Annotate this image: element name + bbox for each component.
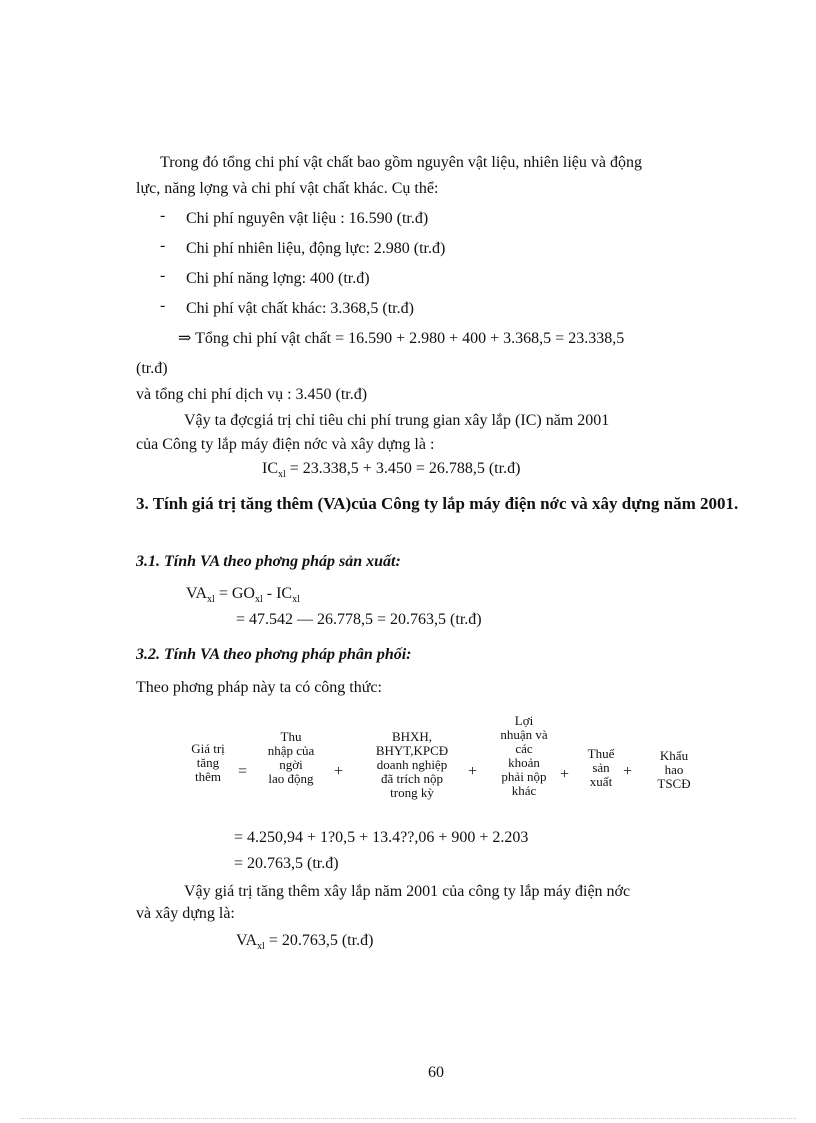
formula-term-insurance: BHXH, BHYT,KPCĐ doanh nghiệp đã trích nộp trong kỳ: [375, 729, 449, 800]
bullet-text: Chi phí vật chất khác: 3.368,5 (tr.đ): [186, 300, 414, 317]
implies-arrow-icon: ⇒: [178, 330, 192, 347]
intro-line-2: lực, năng lợng và chi phí vật chất khác. Cụ thể:: [136, 180, 439, 197]
section-3-2-title: 3.2. Tính VA theo phơng pháp phân phối:: [136, 646, 412, 663]
va-production-line-2: = 47.542 — 26.778,5 = 20.763,5 (tr.đ): [236, 611, 482, 628]
bullet-text: Chi phí năng lợng: 400 (tr.đ): [186, 270, 370, 287]
section-3-title: 3. Tính giá trị tăng thêm (VA)của Công ty lắp máy điện nớc và xây dựng năm 2001.: [136, 494, 739, 513]
bullet-text: Chi phí nhiên liệu, động lực: 2.980 (tr.đ): [186, 240, 446, 257]
total-unit: (tr.đ): [136, 360, 168, 377]
va-production-line-1: $VA_{xl} = GO_{xl} - IC_{xl}$: [186, 585, 300, 606]
formula-plus: +: [623, 763, 633, 780]
calc-line-1: = 4.250,94 + 1?0,5 + 13.4??,06 + 900 + 2.203: [234, 829, 529, 846]
page-number: 60: [428, 1064, 444, 1081]
formula-plus: +: [468, 763, 478, 780]
total-text: Tổng chi phí vật chất = 16.590 + 2.980 + 400 + 3.368,5 = 23.338,5: [195, 330, 625, 347]
bullet-text: Chi phí nguyên vật liệu : 16.590 (tr.đ): [186, 210, 429, 227]
formula-term-tax: Thuế sản xuất: [587, 746, 615, 789]
section-3-1-title: 3.1. Tính VA theo phơng pháp sản xuất:: [136, 553, 401, 570]
formula-intro: Theo phơng pháp này ta có công thức:: [136, 679, 382, 696]
formula-term-profit: Lợi nhuận và các khoản phải nộp khác: [500, 713, 548, 798]
ic-para-line-1: Vậy ta đợcgiá trị chỉ tiêu chi phí trung gian xây lắp (IC) năm 2001: [184, 412, 610, 429]
formula-term-depreciation: Khấu hao TSCĐ: [657, 748, 691, 791]
bullet-dash: -: [160, 237, 166, 254]
intro-line-1: Trong đó tổng chi phí vật chất bao gồm nguyên vật liệu, nhiên liệu và động: [160, 154, 642, 171]
conclusion-line-1: Vậy giá trị tăng thêm xây lắp năm 2001 của công ty lắp máy điện nớc: [184, 883, 631, 900]
ic-para-line-2: của Công ty lắp máy điện nớc và xây dựng là :: [136, 436, 435, 453]
total-line: [178, 328, 624, 348]
formula-equals: =: [238, 763, 248, 780]
formula-term-labor-income: Thu nhập của ngời lao động: [267, 729, 315, 786]
formula-plus: +: [560, 766, 570, 783]
footer-divider: [20, 1118, 796, 1119]
service-line: và tổng chi phí dịch vụ : 3.450 (tr.đ): [136, 386, 368, 403]
bullet-dash: -: [160, 207, 166, 224]
calc-line-2: = 20.763,5 (tr.đ): [234, 855, 339, 872]
va-final: $VA_{xl} = 20.763,5$ (tr.đ): [236, 932, 374, 953]
bullet-dash: -: [160, 267, 166, 284]
formula-lhs: Giá trị tăng thêm: [191, 741, 225, 784]
bullet-dash: -: [160, 297, 166, 314]
ic-formula: $IC_{xl} = 23.338,5 + 3.450 = 26.788,5$ (tr.đ): [262, 460, 521, 481]
conclusion-line-2: và xây dựng là:: [136, 905, 235, 922]
formula-plus: +: [334, 763, 344, 780]
